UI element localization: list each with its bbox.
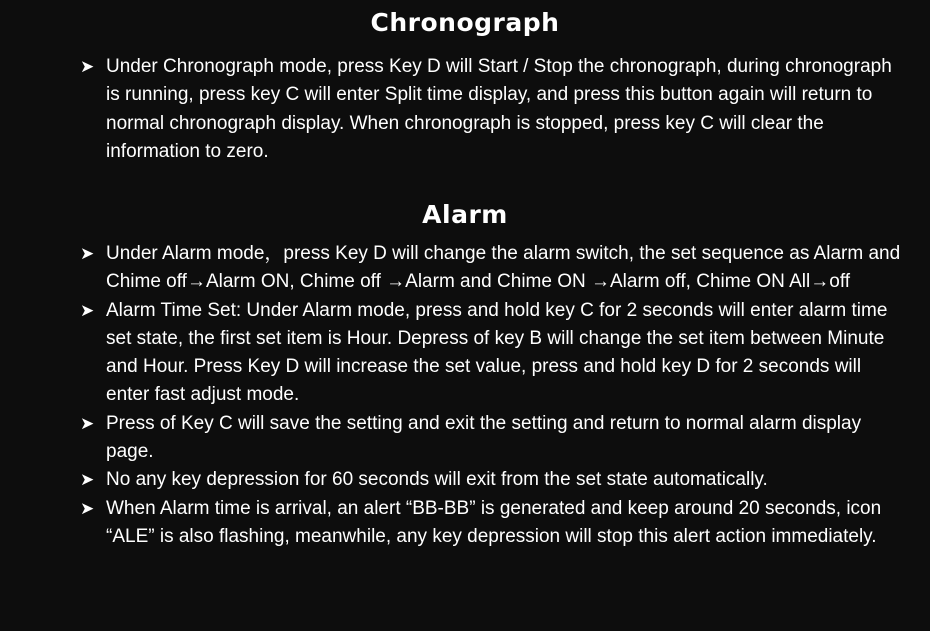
alarm-bullet-text: Under Alarm mode，press Key D will change the alarm switch, the set sequence as Alarm and Chime off→Alarm ON, Chime off →Alarm and Chime ON →Alarm off, Chime ON All→off: [106, 243, 901, 293]
alarm-bullet-item: [0, 410, 906, 467]
chronograph-title: Chronograph: [370, 8, 560, 37]
arrow-bullet-icon: ➤: [80, 498, 95, 518]
alarm-bullet-text: No any key depression for 60 seconds will exit from the set state automatically.: [106, 469, 768, 491]
chronograph-bullet-text: Under Chronograph mode, press Key D will Start / Stop the chronograph, during chronograph is running, press key C will enter Split time display, and press this button again will return to normal chronograph display. When chronograph is stopped, press key C will clear the information to zero.: [106, 56, 892, 162]
arrow-bullet-icon: ➤: [80, 300, 95, 320]
arrow-bullet-icon: ➤: [80, 470, 95, 490]
chronograph-bullet-list: [0, 53, 906, 166]
alarm-bullet-item: [0, 240, 906, 297]
arrow-bullet-icon: ➤: [80, 413, 95, 433]
alarm-bullet-text: Alarm Time Set: Under Alarm mode, press and hold key C for 2 seconds will enter alarm time set state, the first set item is Hour. Depress of key B will change the set item between Minute and Hour. Press Key D will increase the set value, press and hold key D for 2 seconds will enter fast adjust mode.: [106, 299, 888, 406]
arrow-bullet-icon: ➤: [80, 244, 95, 263]
alarm-bullet-text: When Alarm time is arrival, an alert “BB-BB” is generated and keep around 20 seconds, icon “ALE” is also flashing, meanwhile, any key depression will stop this alert action immediately.: [106, 497, 882, 547]
arrow-bullet-icon: ➤: [80, 57, 95, 76]
chronograph-bullet-item: [0, 53, 906, 166]
alarm-bullet-item: [0, 466, 906, 494]
alarm-bullet-text: Press of Key C will save the setting and exit the setting and return to normal alarm display page.: [106, 412, 862, 463]
alarm-bullet-list: [0, 240, 906, 551]
alarm-bullet-item: [0, 495, 906, 552]
alarm-title: Alarm: [422, 200, 508, 229]
alarm-bullet-item: [0, 297, 906, 410]
